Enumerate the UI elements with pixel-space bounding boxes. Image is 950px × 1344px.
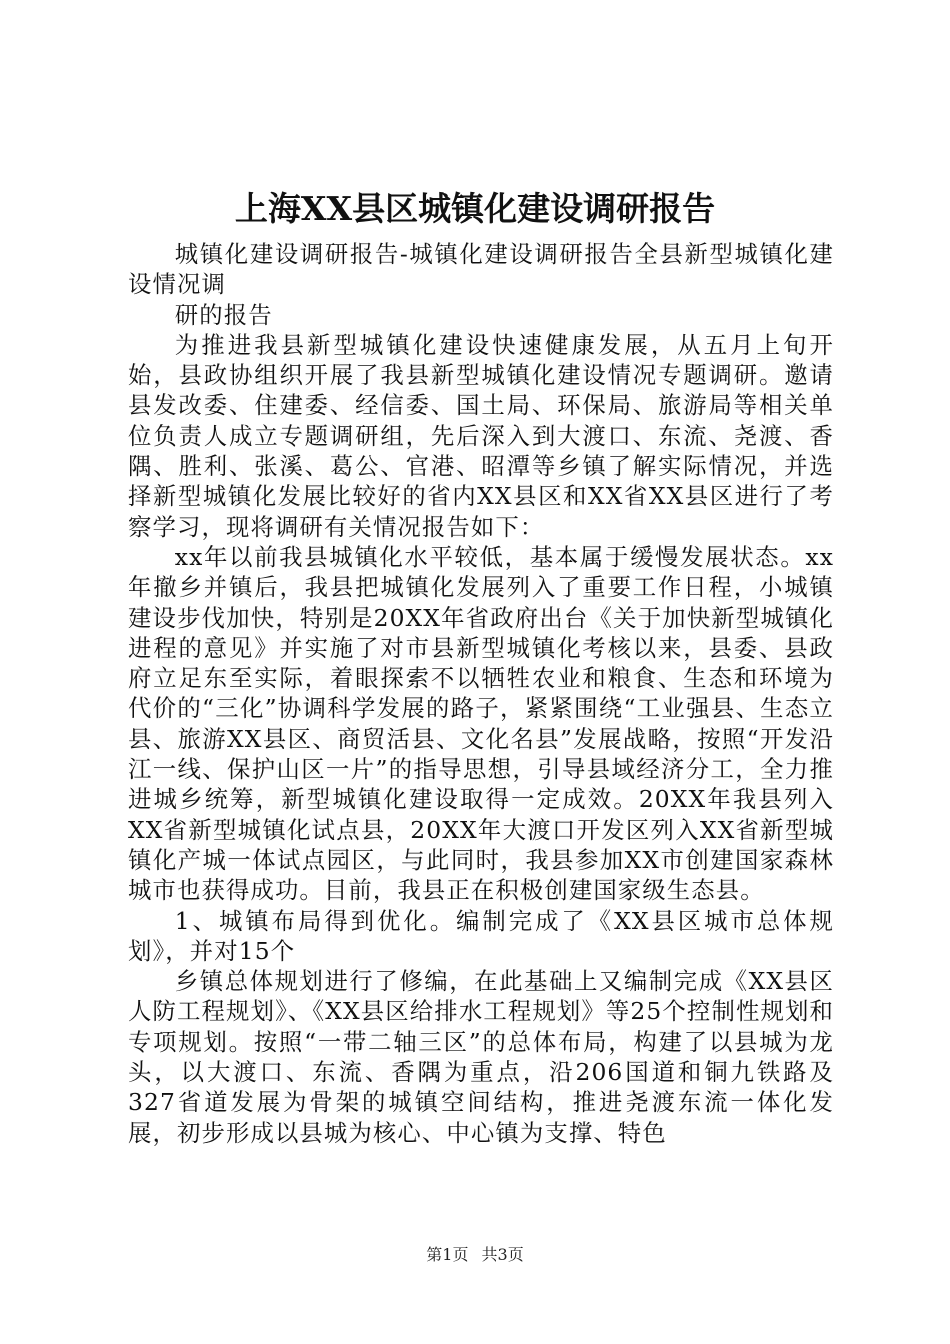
paragraph-subtitle-continued: 研的报告 xyxy=(174,300,273,329)
document-title: 上海XX县区城镇化建设调研报告 xyxy=(234,189,716,228)
page-total: 共3页 xyxy=(481,1245,524,1264)
paragraph-introduction: 为推进我县新型城镇化建设快速健康发展，从五月上旬开始，县政协组织开展了我县新型城镇化建设情况专题调研。邀请县发改委、住建委、经信委、国土局、环保局、旅游局等相关单位负责人成立专题调研组，先后深入到大渡口、东流、尧渡、香隅、胜利、张溪、葛公、官港、昭潭等乡镇了解实际情况，并选择新型城镇化发展比较好的省内XX县区和XX省XX县区进行了考察学习，现将调研有关情况报告如下： xyxy=(128,330,834,541)
page-number: 第1页 xyxy=(426,1245,469,1264)
document-body xyxy=(128,239,834,1148)
paragraph-section-1-body: 乡镇总体规划进行了修编，在此基础上又编制完成《XX县区人防工程规划》、《XX县区给排水工程规划》等25个控制性规划和专项规划。按照“一带二轴三区”的总体布局，构建了以县城为龙头，以大渡口、东流、香隅为重点，沿206国道和铜九铁路及327省道发展为骨架的城镇空间结构，推进尧渡东流一体化发展，初步形成以县城为核心、中心镇为支撑、特色 xyxy=(128,967,834,1147)
paragraph-background: xx年以前我县城镇化水平较低，基本属于缓慢发展状态。xx年撤乡并镇后，我县把城镇化发展列入了重要工作日程，小城镇建设步伐加快，特别是20XX年省政府出台《关于加快新型城镇化进程的意见》并实施了对市县新型城镇化考核以来，县委、县政府立足东至实际，着眼探索不以牺牲农业和粮食、生态和环境为代价的“三化”协调科学发展的路子，紧紧围绕“工业强县、生态立县、旅游XX县区、商贸活县、文化名县”发展战略，按照“开发沿江一线、保护山区一片”的指导思想，引导县域经济分工，全力推进城乡统筹，新型城镇化建设取得一定成效。20XX年我县列入XX省新型城镇化试点县，20XX年大渡口开发区列入XX省新型城镇化产城一体试点园区，与此同时，我县参加XX市创建国家森林城市也获得成功。目前，我县正在积极创建国家级生态县。 xyxy=(128,542,834,905)
page-footer xyxy=(0,1244,950,1266)
paragraph-subtitle: 城镇化建设调研报告-城镇化建设调研报告全县新型城镇化建设情况调 xyxy=(128,240,834,299)
paragraph-section-1-heading: 1、城镇布局得到优化。编制完成了《XX县区城市总体规划》，并对15个 xyxy=(128,906,834,965)
